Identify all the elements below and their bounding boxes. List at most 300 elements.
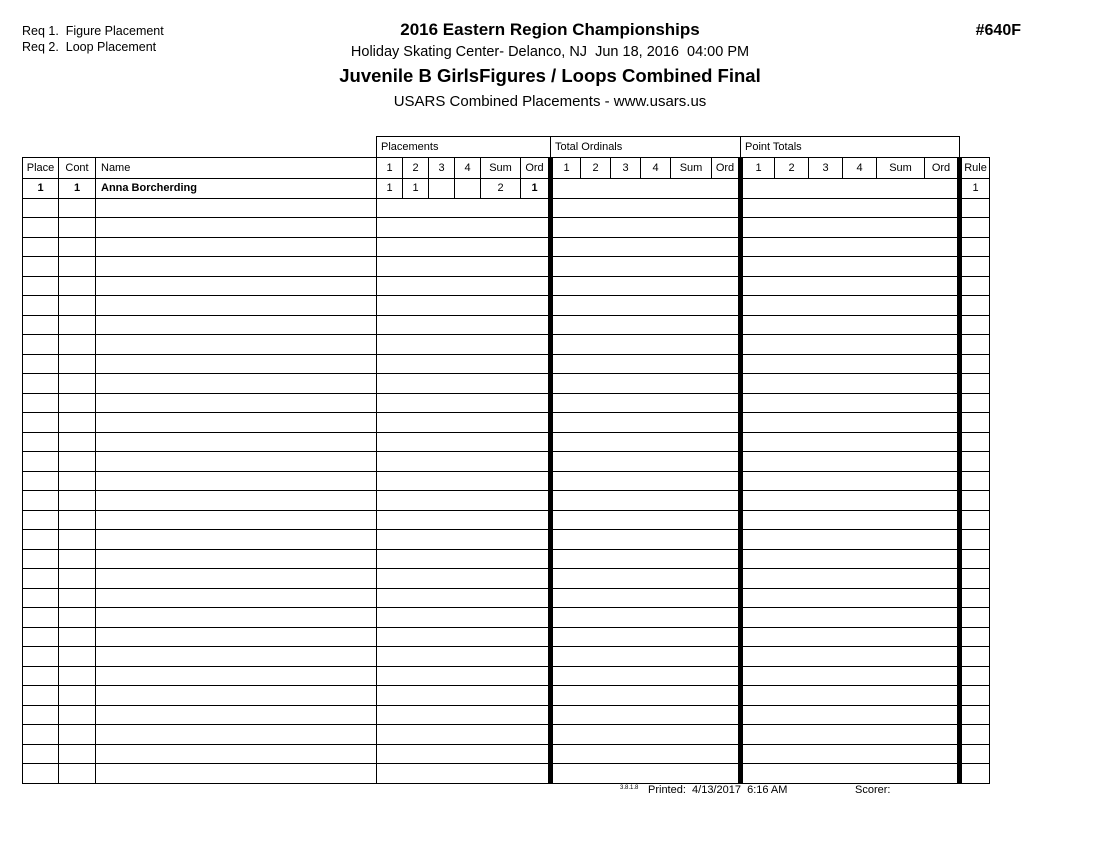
placements-cell: 2 [481, 179, 521, 199]
point-totals-cell [775, 393, 809, 413]
total-ordinals-cell [671, 725, 712, 745]
total-ordinals-cell [551, 491, 581, 511]
col-point-totals-sum: Sum [877, 158, 925, 179]
placements-cell [455, 335, 481, 355]
placements-cell [455, 491, 481, 511]
placements-cell [455, 725, 481, 745]
point-totals-cell [877, 257, 925, 277]
placements-cell [481, 764, 521, 784]
total-ordinals-cell [611, 296, 641, 316]
total-ordinals-cell [611, 705, 641, 725]
col-point-totals-3: 3 [809, 158, 843, 179]
point-totals-cell [925, 276, 960, 296]
point-totals-cell [877, 588, 925, 608]
point-totals-cell [809, 491, 843, 511]
col-placements-4: 4 [455, 158, 481, 179]
placements-cell [481, 296, 521, 316]
venue-line: Holiday Skating Center- Delanco, NJ Jun 18, 2016 04:00 PM [350, 44, 750, 60]
placements-cell [403, 686, 429, 706]
point-totals-cell [775, 491, 809, 511]
cont-cell [59, 725, 96, 745]
total-ordinals-cell [712, 705, 741, 725]
total-ordinals-cell [641, 744, 671, 764]
point-totals-cell [741, 744, 775, 764]
place-cell [23, 198, 59, 218]
empty-table-row [23, 452, 990, 472]
point-totals-cell [775, 354, 809, 374]
printed-timestamp: Printed: 4/13/2017 6:16 AM [648, 784, 788, 796]
total-ordinals-cell [712, 374, 741, 394]
point-totals-cell [809, 354, 843, 374]
total-ordinals-cell [611, 588, 641, 608]
point-totals-cell [925, 315, 960, 335]
placements-cell [403, 393, 429, 413]
point-totals-cell [843, 179, 877, 199]
point-totals-cell [775, 452, 809, 472]
point-totals-cell [809, 530, 843, 550]
name-cell [96, 296, 377, 316]
placements-cell [403, 198, 429, 218]
total-ordinals-cell [712, 549, 741, 569]
name-cell [96, 354, 377, 374]
placements-cell [521, 725, 551, 745]
placements-cell [481, 413, 521, 433]
col-rule: Rule [960, 158, 990, 179]
point-totals-cell [925, 569, 960, 589]
total-ordinals-cell [712, 432, 741, 452]
point-totals-cell [925, 432, 960, 452]
place-cell [23, 237, 59, 257]
point-totals-cell [925, 393, 960, 413]
placements-cell [429, 744, 455, 764]
placements-cell [377, 744, 403, 764]
cont-cell [59, 471, 96, 491]
total-ordinals-cell [671, 686, 712, 706]
total-ordinals-cell [641, 530, 671, 550]
placements-cell [403, 627, 429, 647]
placements-cell [429, 471, 455, 491]
placements-cell [455, 198, 481, 218]
place-cell [23, 549, 59, 569]
placements-cell [429, 530, 455, 550]
placements-cell [521, 198, 551, 218]
placements-cell [429, 491, 455, 511]
point-totals-cell [775, 666, 809, 686]
total-ordinals-cell [611, 569, 641, 589]
point-totals-cell [741, 257, 775, 277]
total-ordinals-cell [551, 764, 581, 784]
point-totals-cell [925, 744, 960, 764]
place-cell [23, 296, 59, 316]
total-ordinals-cell [551, 686, 581, 706]
placements-cell [481, 491, 521, 511]
total-ordinals-cell [671, 179, 712, 199]
placements-cell [403, 764, 429, 784]
col-point-totals-2: 2 [775, 158, 809, 179]
total-ordinals-cell [581, 530, 611, 550]
total-ordinals-cell [581, 452, 611, 472]
placements-cell [403, 452, 429, 472]
placements-cell: 1 [377, 179, 403, 199]
point-totals-cell [843, 510, 877, 530]
rule-cell [960, 491, 990, 511]
point-totals-cell [741, 569, 775, 589]
point-totals-cell [809, 257, 843, 277]
point-totals-cell [775, 471, 809, 491]
rule-cell [960, 764, 990, 784]
total-ordinals-cell [581, 725, 611, 745]
name-cell [96, 237, 377, 257]
point-totals-cell [741, 374, 775, 394]
point-totals-cell [843, 198, 877, 218]
total-ordinals-cell [581, 764, 611, 784]
point-totals-cell [925, 666, 960, 686]
placements-cell [455, 413, 481, 433]
cont-cell [59, 432, 96, 452]
point-totals-cell [877, 335, 925, 355]
total-ordinals-cell [671, 315, 712, 335]
point-totals-cell [809, 510, 843, 530]
placements-cell [403, 530, 429, 550]
placements-cell [403, 374, 429, 394]
placements-cell [455, 276, 481, 296]
placements-cell [521, 354, 551, 374]
placements-cell [455, 705, 481, 725]
placements-cell [429, 335, 455, 355]
total-ordinals-cell [611, 725, 641, 745]
empty-table-row [23, 725, 990, 745]
point-totals-cell [809, 432, 843, 452]
total-ordinals-cell [712, 569, 741, 589]
point-totals-cell [843, 491, 877, 511]
point-totals-cell [843, 530, 877, 550]
name-cell [96, 588, 377, 608]
cont-cell [59, 237, 96, 257]
point-totals-cell [877, 393, 925, 413]
total-ordinals-cell [551, 237, 581, 257]
placements-cell [377, 588, 403, 608]
total-ordinals-cell [671, 491, 712, 511]
placements-cell [429, 627, 455, 647]
rule-cell [960, 549, 990, 569]
point-totals-cell [809, 627, 843, 647]
placements-cell [377, 530, 403, 550]
placements-cell [377, 354, 403, 374]
point-totals-cell [843, 452, 877, 472]
total-ordinals-cell [671, 452, 712, 472]
rule-cell [960, 686, 990, 706]
point-totals-cell [925, 218, 960, 238]
point-totals-cell [925, 354, 960, 374]
point-totals-cell [775, 647, 809, 667]
name-cell [96, 569, 377, 589]
point-totals-cell [775, 432, 809, 452]
point-totals-cell [925, 413, 960, 433]
event-number: #640F [975, 22, 1021, 39]
rule-cell [960, 452, 990, 472]
total-ordinals-cell [581, 471, 611, 491]
point-totals-cell [809, 276, 843, 296]
point-totals-cell [925, 237, 960, 257]
placements-cell [377, 569, 403, 589]
rule-cell [960, 471, 990, 491]
placements-cell [377, 686, 403, 706]
total-ordinals-cell [712, 666, 741, 686]
total-ordinals-cell [551, 374, 581, 394]
placements-cell [481, 354, 521, 374]
total-ordinals-cell [611, 764, 641, 784]
empty-table-row [23, 276, 990, 296]
placements-cell [429, 647, 455, 667]
column-header-row [23, 158, 990, 179]
placements-cell [455, 569, 481, 589]
empty-table-row [23, 549, 990, 569]
cont-cell [59, 276, 96, 296]
total-ordinals-cell [641, 218, 671, 238]
total-ordinals-cell [671, 549, 712, 569]
placements-cell [455, 296, 481, 316]
total-ordinals-cell [551, 393, 581, 413]
placements-cell [377, 237, 403, 257]
rule-cell [960, 296, 990, 316]
point-totals-cell [741, 491, 775, 511]
empty-table-row [23, 413, 990, 433]
point-totals-cell [775, 530, 809, 550]
group-header-row [23, 137, 990, 158]
placements-cell [403, 491, 429, 511]
placements-cell [403, 569, 429, 589]
placements-cell [403, 744, 429, 764]
placements-cell [377, 647, 403, 667]
placements-cell [481, 471, 521, 491]
placements-cell [521, 296, 551, 316]
point-totals-cell [809, 413, 843, 433]
placements-cell [429, 257, 455, 277]
placements-cell [521, 647, 551, 667]
total-ordinals-cell [581, 276, 611, 296]
total-ordinals-cell [712, 179, 741, 199]
placements-cell [429, 296, 455, 316]
cont-cell [59, 335, 96, 355]
total-ordinals-cell [611, 452, 641, 472]
total-ordinals-cell [611, 374, 641, 394]
empty-table-row [23, 237, 990, 257]
requirement-line-2: Req 2. Loop Placement [22, 40, 157, 54]
point-totals-cell [877, 198, 925, 218]
point-totals-cell [877, 471, 925, 491]
col-point-totals-1: 1 [741, 158, 775, 179]
placements-cell [481, 647, 521, 667]
scorer-label: Scorer: [855, 784, 891, 796]
placements-cell [429, 666, 455, 686]
cont-cell [59, 374, 96, 394]
col-placements-2: 2 [403, 158, 429, 179]
rule-cell [960, 413, 990, 433]
placements-cell [481, 432, 521, 452]
name-cell [96, 549, 377, 569]
name-cell [96, 627, 377, 647]
col-name: Name [96, 158, 377, 179]
placements-cell [403, 647, 429, 667]
placements-cell [455, 744, 481, 764]
point-totals-cell [775, 257, 809, 277]
total-ordinals-cell [551, 218, 581, 238]
total-ordinals-cell [641, 510, 671, 530]
point-totals-cell [775, 198, 809, 218]
point-totals-cell [809, 335, 843, 355]
total-ordinals-cell [611, 666, 641, 686]
empty-table-row [23, 393, 990, 413]
placements-cell [403, 471, 429, 491]
placements-cell [481, 257, 521, 277]
point-totals-cell [809, 549, 843, 569]
cont-cell [59, 530, 96, 550]
empty-table-row [23, 569, 990, 589]
point-totals-cell [877, 608, 925, 628]
name-cell [96, 257, 377, 277]
placements-cell [521, 315, 551, 335]
point-totals-cell [775, 608, 809, 628]
point-totals-cell [877, 764, 925, 784]
place-cell [23, 432, 59, 452]
placements-cell [521, 491, 551, 511]
empty-table-row [23, 510, 990, 530]
placements-cell [403, 705, 429, 725]
total-ordinals-cell [641, 315, 671, 335]
point-totals-cell [775, 744, 809, 764]
place-cell [23, 471, 59, 491]
placements-cell [455, 393, 481, 413]
total-ordinals-cell [712, 354, 741, 374]
placements-cell [481, 744, 521, 764]
placements-cell [455, 432, 481, 452]
total-ordinals-cell [551, 725, 581, 745]
point-totals-cell [809, 569, 843, 589]
point-totals-cell [809, 744, 843, 764]
point-totals-cell [877, 413, 925, 433]
total-ordinals-cell [581, 744, 611, 764]
placements-cell: 1 [403, 179, 429, 199]
point-totals-cell [741, 315, 775, 335]
place-cell [23, 627, 59, 647]
cont-cell [59, 569, 96, 589]
placements-cell [481, 588, 521, 608]
footer [0, 784, 1100, 798]
name-cell [96, 315, 377, 335]
total-ordinals-cell [581, 335, 611, 355]
total-ordinals-cell [551, 705, 581, 725]
col-total-ordinals-sum: Sum [671, 158, 712, 179]
total-ordinals-cell [712, 393, 741, 413]
point-totals-cell [741, 393, 775, 413]
total-ordinals-cell [581, 198, 611, 218]
total-ordinals-cell [641, 471, 671, 491]
placements-cell [403, 276, 429, 296]
total-ordinals-cell [581, 393, 611, 413]
total-ordinals-cell [551, 452, 581, 472]
total-ordinals-cell [551, 198, 581, 218]
total-ordinals-cell [712, 315, 741, 335]
placements-cell [455, 530, 481, 550]
total-ordinals-cell [712, 335, 741, 355]
placements-cell [455, 510, 481, 530]
placements-cell [403, 608, 429, 628]
point-totals-cell [775, 569, 809, 589]
placements-cell [521, 276, 551, 296]
cont-cell [59, 627, 96, 647]
place-cell [23, 393, 59, 413]
total-ordinals-cell [671, 608, 712, 628]
total-ordinals-cell [551, 315, 581, 335]
total-ordinals-cell [671, 335, 712, 355]
empty-table-row [23, 296, 990, 316]
cont-cell [59, 315, 96, 335]
point-totals-cell [809, 608, 843, 628]
total-ordinals-cell [551, 432, 581, 452]
point-totals-cell [925, 764, 960, 784]
point-totals-cell [877, 549, 925, 569]
cont-cell [59, 549, 96, 569]
rule-cell [960, 374, 990, 394]
empty-table-row [23, 354, 990, 374]
total-ordinals-cell [581, 354, 611, 374]
point-totals-cell [741, 549, 775, 569]
total-ordinals-cell [611, 627, 641, 647]
placements-cell [521, 530, 551, 550]
cont-cell [59, 413, 96, 433]
cont-cell [59, 354, 96, 374]
empty-table-row [23, 686, 990, 706]
point-totals-cell [775, 549, 809, 569]
rule-cell [960, 510, 990, 530]
col-total-ordinals-3: 3 [611, 158, 641, 179]
point-totals-cell [775, 627, 809, 647]
empty-table-row [23, 335, 990, 355]
point-totals-cell [925, 647, 960, 667]
total-ordinals-cell [671, 471, 712, 491]
point-totals-cell [877, 725, 925, 745]
place-cell [23, 744, 59, 764]
placements-cell [455, 179, 481, 199]
total-ordinals-cell [551, 666, 581, 686]
placements-cell [481, 218, 521, 238]
total-ordinals-cell [712, 647, 741, 667]
col-placements-1: 1 [377, 158, 403, 179]
point-totals-cell [809, 218, 843, 238]
empty-table-row [23, 627, 990, 647]
placements-cell [481, 276, 521, 296]
placements-cell [377, 471, 403, 491]
placements-cell [521, 257, 551, 277]
total-ordinals-cell [641, 198, 671, 218]
name-cell: Anna Borcherding [96, 179, 377, 199]
placements-cell [521, 588, 551, 608]
placements-cell [455, 764, 481, 784]
placements-cell [377, 296, 403, 316]
placements-cell [521, 413, 551, 433]
total-ordinals-cell [581, 569, 611, 589]
total-ordinals-cell [611, 335, 641, 355]
total-ordinals-cell [611, 432, 641, 452]
point-totals-cell [843, 413, 877, 433]
point-totals-cell [809, 764, 843, 784]
point-totals-cell [925, 374, 960, 394]
name-cell [96, 335, 377, 355]
rule-cell [960, 432, 990, 452]
placements-cell [455, 588, 481, 608]
col-placements-ord: Ord [521, 158, 551, 179]
place-cell [23, 452, 59, 472]
